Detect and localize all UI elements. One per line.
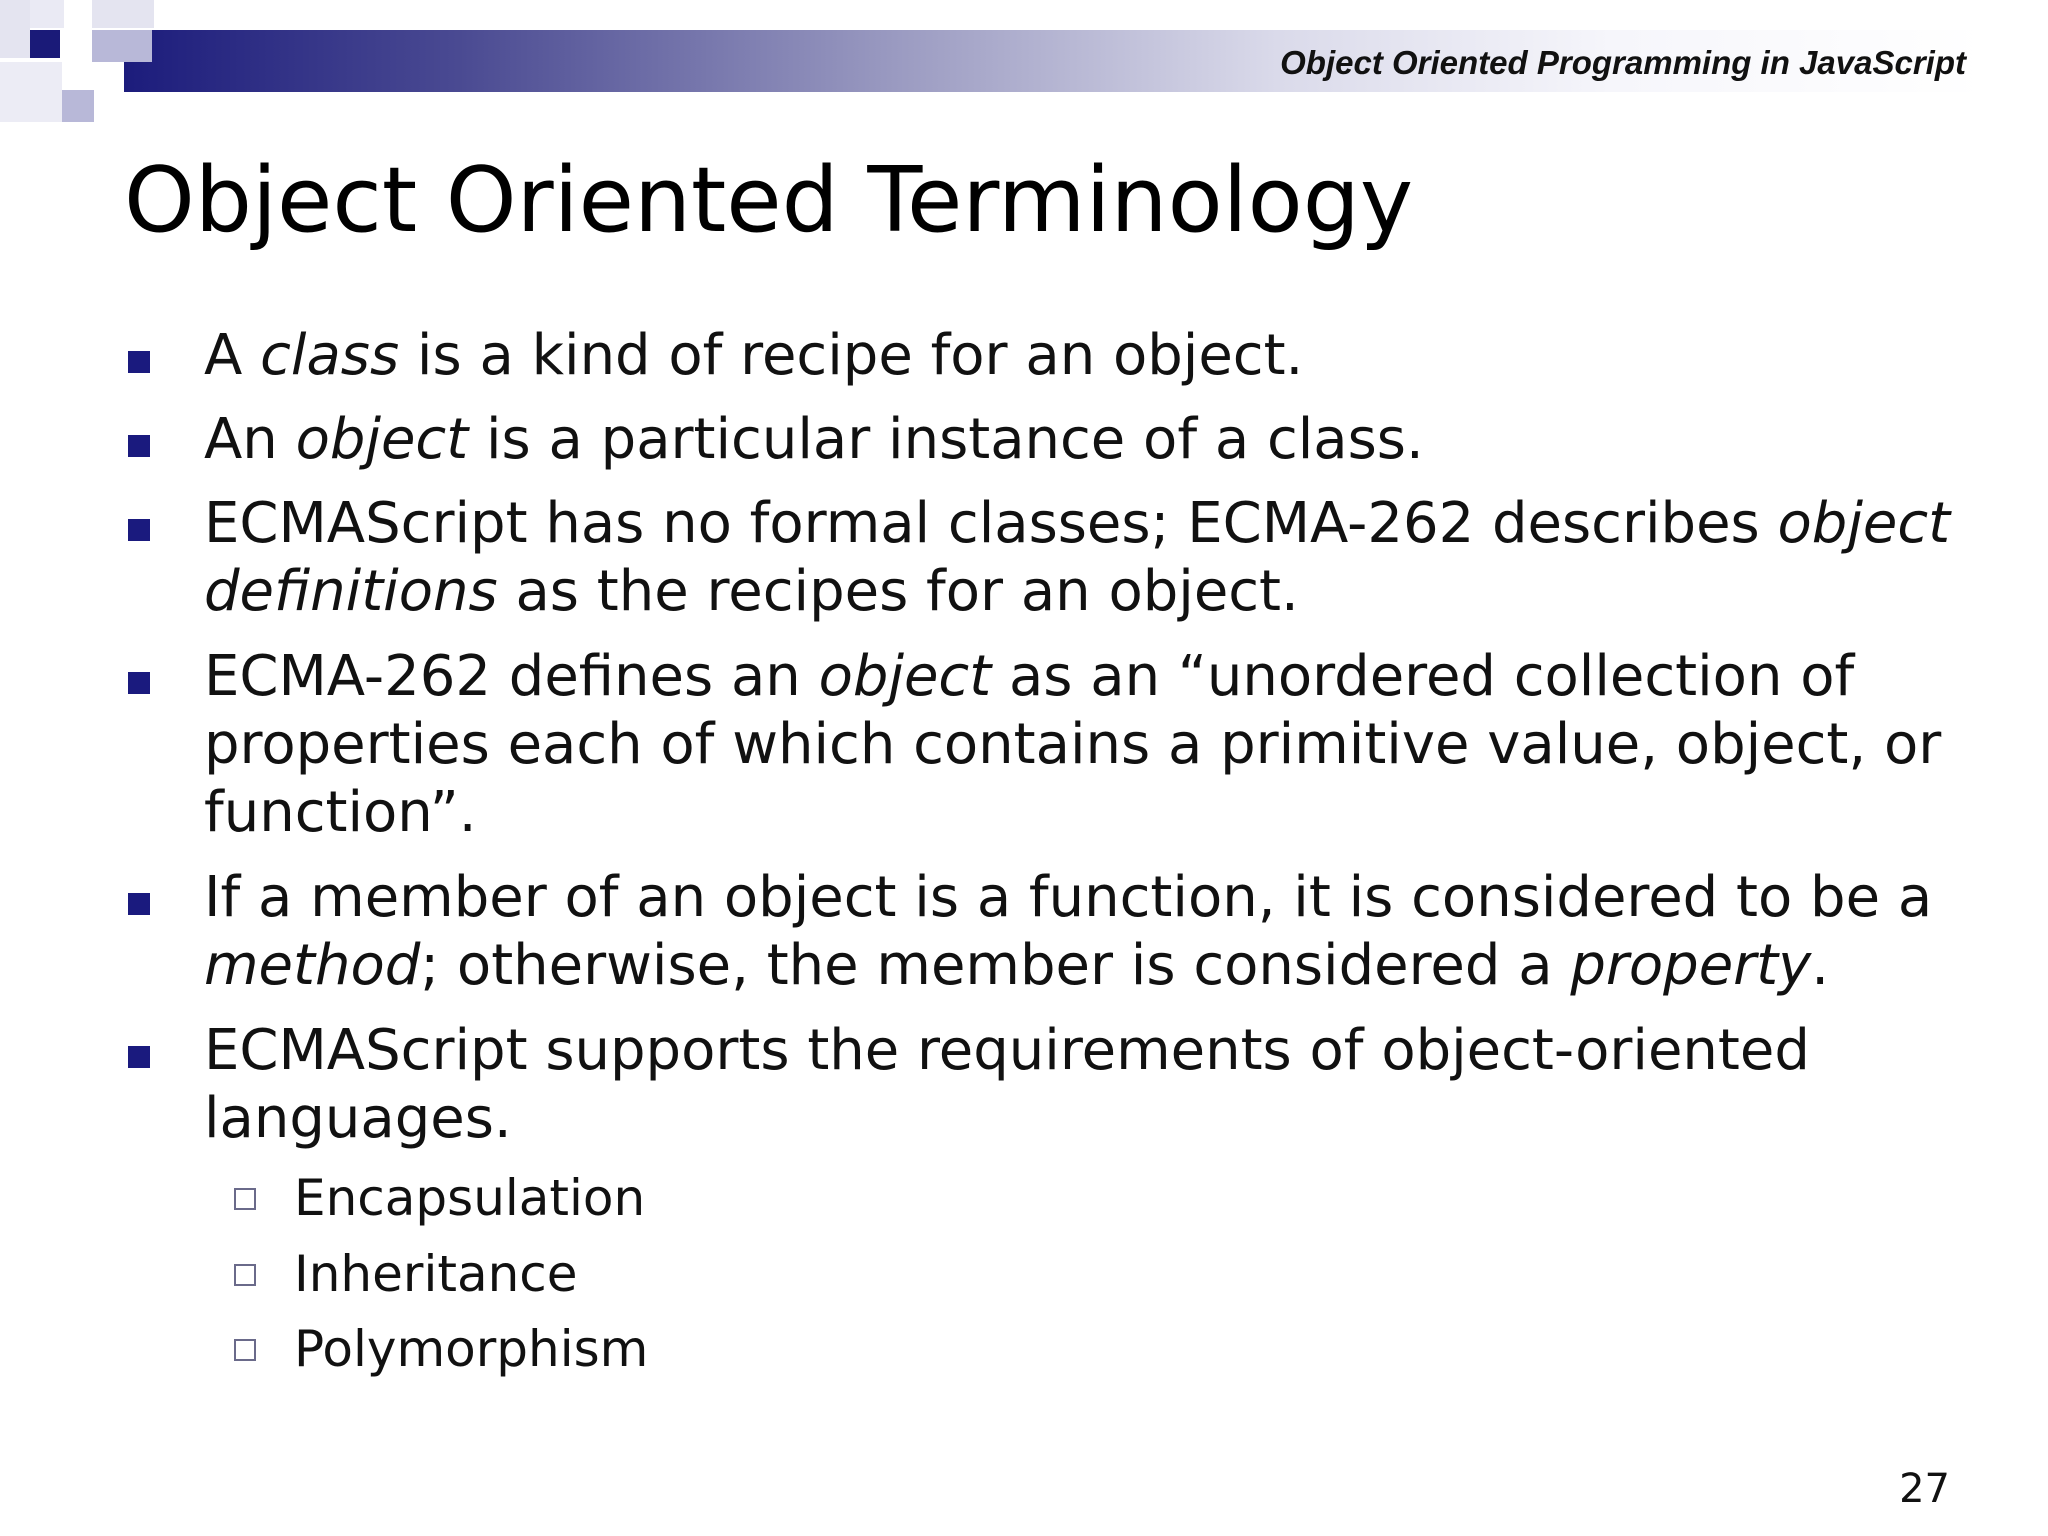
sub-item-encapsulation: Encapsulation [294,1169,646,1227]
bullet-square-icon [128,672,150,694]
sub-item-polymorphism: Polymorphism [294,1320,649,1378]
bullet-item: ECMAScript has no formal classes; ECMA-262 describes object definitions as the recipes for an object. [204,491,1951,624]
bullet-item: If a member of an object is a function, it is considered to be a method; otherwise, the member is considered a property. [204,865,1933,998]
bullet-square-icon [128,519,150,541]
bullet-square-icon [128,1046,150,1068]
bullet-item: ECMAScript supports the requirements of object-oriented languages. [204,1018,1810,1151]
page-number: 27 [1899,1466,1950,1512]
decor-square [0,62,62,122]
decor-square [30,0,64,28]
decor-square [92,30,152,62]
decor-square [62,90,94,122]
slide-title: Object Oriented Terminology [124,148,1414,253]
course-title: Object Oriented Programming in JavaScript [1280,44,1966,81]
bullet-square-icon [128,893,150,915]
hollow-square-bullet-icon [234,1339,256,1361]
bullet-item: A class is a kind of recipe for an object. [204,323,1304,388]
hollow-square-bullet-icon [234,1188,256,1210]
bullet-item: An object is a particular instance of a class. [204,407,1424,472]
bullet-square-icon [128,351,150,373]
sub-item-inheritance: Inheritance [294,1245,578,1303]
bullet-item: ECMA-262 defines an object as an “unordered collection of properties each of which contains a primitive value, object, or function”. [204,644,1942,845]
hollow-square-bullet-icon [234,1264,256,1286]
decor-square [30,30,60,58]
bullet-square-icon [128,435,150,457]
decor-square [0,0,30,58]
decor-square [92,0,154,28]
